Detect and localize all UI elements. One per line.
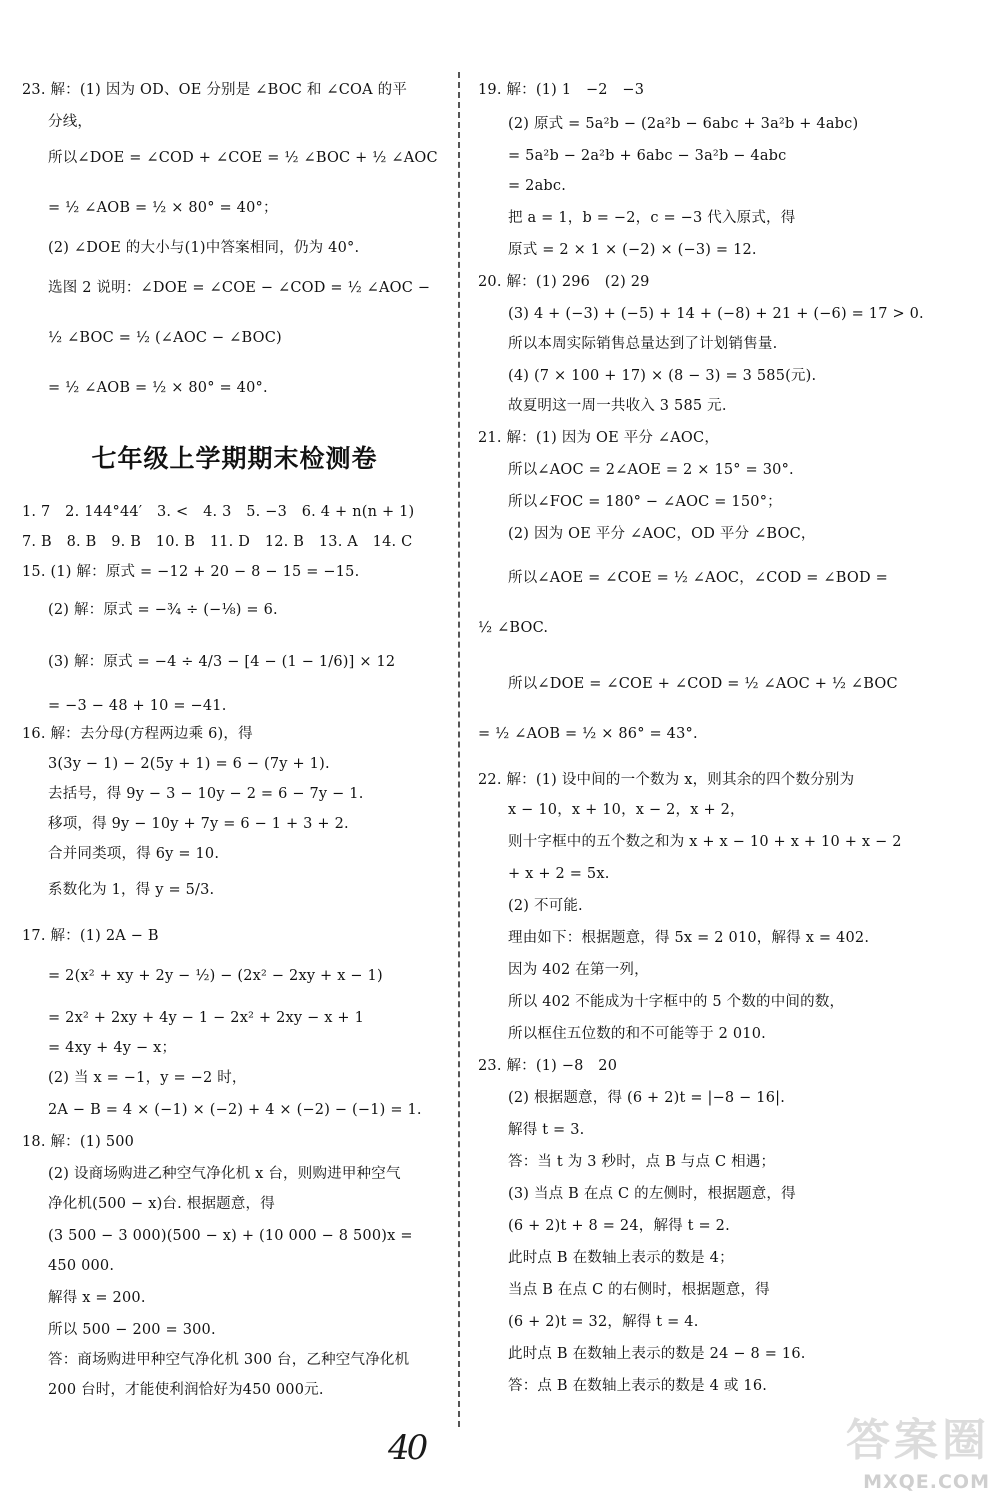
text-line: 移项，得 9y − 10y + 7y = 6 − 1 + 3 + 2. [48, 816, 349, 832]
text-line: 解得 x = 200. [48, 1290, 146, 1306]
text-line: 原式 = 2 × 1 × (−2) × (−3) = 12. [508, 242, 757, 258]
text-line: 选图 2 说明：∠DOE = ∠COE − ∠COD = ½ ∠AOC − [48, 280, 431, 296]
text-line: = 5a²b − 2a²b + 6abc − 3a²b − 4abc [508, 148, 787, 164]
text-line: = 2(x² + xy + 2y − ½) − (2x² − 2xy + x − 1) [48, 968, 383, 984]
text-line: (6 + 2)t = 32，解得 t = 4. [508, 1314, 699, 1330]
text-line: 解得 t = 3. [508, 1122, 585, 1138]
text-line: 去括号，得 9y − 3 − 10y − 2 = 6 − 7y − 1. [48, 786, 364, 802]
text-line: x − 10，x + 10，x − 2，x + 2， [508, 802, 745, 818]
text-line: (2) 原式 = 5a²b − (2a²b − 6abc + 3a²b + 4abc) [508, 116, 859, 132]
text-line: (4) (7 × 100 + 17) × (8 − 3) = 3 585(元). [508, 368, 817, 384]
text-line: 故夏明这一周一共收入 3 585 元. [508, 398, 727, 414]
text-line: 所以∠AOC = 2∠AOE = 2 × 15° = 30°. [508, 462, 794, 478]
text-line: (3) 解：原式 = −4 ÷ 4/3 − [4 − (1 − 1/6)] × 12 [48, 654, 396, 670]
text-line: + x + 2 = 5x. [508, 866, 610, 882]
text-line: 2A − B = 4 × (−1) × (−2) + 4 × (−2) − (−1) = 1. [48, 1102, 422, 1118]
text-line: (3) 4 + (−3) + (−5) + 14 + (−8) + 21 + (−6) = 17 > 0. [508, 306, 924, 322]
text-line: 16. 解：去分母(方程两边乘 6)，得 [22, 726, 253, 742]
text-line: 理由如下：根据题意，得 5x = 2 010，解得 x = 402. [508, 930, 870, 946]
text-line: 分线， [48, 114, 93, 130]
text-line: 所以 500 − 200 = 300. [48, 1322, 216, 1338]
section-title: 七年级上学期期末检测卷 [91, 444, 378, 473]
text-line: (3) 当点 B 在点 C 的左侧时，根据题意，得 [508, 1186, 796, 1202]
text-line: 当点 B 在点 C 的右侧时，根据题意，得 [508, 1282, 770, 1298]
text-line: 净化机(500 − x)台. 根据题意，得 [48, 1196, 275, 1212]
text-line: 19. 解：(1) 1 −2 −3 [478, 82, 645, 98]
text-line: (2) 因为 OE 平分 ∠AOC，OD 平分 ∠BOC， [508, 526, 816, 542]
text-line: = −3 − 48 + 10 = −41. [48, 698, 227, 714]
text-line: = 2abc. [508, 178, 567, 194]
text-line: 则十字框中的五个数之和为 x + x − 10 + x + 10 + x − 2 [508, 834, 902, 850]
text-line: 15. (1) 解：原式 = −12 + 20 − 8 − 15 = −15. [22, 564, 360, 580]
text-line: 23. 解：(1) 因为 OD、OE 分别是 ∠BOC 和 ∠COA 的平 [22, 82, 408, 98]
text-line: (6 + 2)t + 8 = 24，解得 t = 2. [508, 1218, 730, 1234]
text-line: = ½ ∠AOB = ½ × 80° = 40°. [48, 380, 268, 396]
text-line: 答：点 B 在数轴上表示的数是 4 或 16. [508, 1378, 768, 1394]
text-line: 3(3y − 1) − 2(5y + 1) = 6 − (7y + 1). [48, 756, 330, 772]
text-line: 因为 402 在第一列， [508, 962, 649, 978]
text-line: 18. 解：(1) 500 [22, 1134, 135, 1150]
text-line: = ½ ∠AOB = ½ × 80° = 40°； [48, 200, 278, 216]
text-line: (2) 设商场购进乙种空气净化机 x 台，则购进甲种空气 [48, 1166, 401, 1182]
text-line: 所以∠AOE = ∠COE = ½ ∠AOC，∠COD = ∠BOD = [508, 570, 888, 586]
text-line: = 2x² + 2xy + 4y − 1 − 2x² + 2xy − x + 1 [48, 1010, 364, 1026]
text-line: 答：商场购进甲种空气净化机 300 台，乙种空气净化机 [48, 1352, 410, 1368]
page-number: 40 [388, 1428, 426, 1468]
text-line: 22. 解：(1) 设中间的一个数为 x，则其余的四个数分别为 [478, 772, 855, 788]
text-line: (2) 不可能. [508, 898, 583, 914]
text-line: 系数化为 1，得 y = 5/3. [48, 882, 215, 898]
text-line: 所以∠DOE = ∠COE + ∠COD = ½ ∠AOC + ½ ∠BOC [508, 676, 898, 692]
text-line: 此时点 B 在数轴上表示的数是 4； [508, 1250, 734, 1266]
text-line: 1. 7 2. 144°44′ 3. < 4. 3 5. −3 6. 4 + n(n + 1) [22, 504, 415, 520]
text-line: 把 a = 1，b = −2，c = −3 代入原式，得 [508, 210, 796, 226]
text-line: ½ ∠BOC. [478, 620, 549, 636]
text-line: (2) 根据题意，得 (6 + 2)t = |−8 − 16|. [508, 1090, 786, 1106]
text-line: 所以 402 不能成为十字框中的 5 个数的中间的数， [508, 994, 845, 1010]
text-line: = 4xy + 4y − x； [48, 1040, 177, 1056]
text-line: 23. 解：(1) −8 20 [478, 1058, 618, 1074]
text-line: 200 台时，才能使利润恰好为450 000元. [48, 1382, 324, 1398]
column-divider [458, 72, 460, 1427]
text-line: 所以框住五位数的和不可能等于 2 010. [508, 1026, 766, 1042]
text-line: (2) 当 x = −1，y = −2 时， [48, 1070, 247, 1086]
text-line: = ½ ∠AOB = ½ × 86° = 43°. [478, 726, 698, 742]
text-line: (3 500 − 3 000)(500 − x) + (10 000 − 8 500)x = [48, 1228, 413, 1244]
watermark-url: MXQE.COM [863, 1471, 990, 1493]
text-line: (2) 解：原式 = −¾ ÷ (−⅛) = 6. [48, 602, 278, 618]
watermark-logo [822, 1410, 994, 1496]
text-line: 所以∠FOC = 180° − ∠AOC = 150°； [508, 494, 782, 510]
text-line: 17. 解：(1) 2A − B [22, 928, 159, 944]
text-line: 合并同类项，得 6y = 10. [48, 846, 220, 862]
text-line: 所以∠DOE = ∠COD + ∠COE = ½ ∠BOC + ½ ∠AOC [48, 150, 438, 166]
text-line: 答：当 t 为 3 秒时，点 B 与点 C 相遇； [508, 1154, 776, 1170]
text-line: 此时点 B 在数轴上表示的数是 24 − 8 = 16. [508, 1346, 806, 1362]
text-line: 21. 解：(1) 因为 OE 平分 ∠AOC， [478, 430, 720, 446]
text-line: 20. 解：(1) 296 (2) 29 [478, 274, 650, 290]
text-line: 7. B 8. B 9. B 10. B 11. D 12. B 13. A 14. C [22, 534, 413, 550]
text-line: ½ ∠BOC = ½ (∠AOC − ∠BOC) [48, 330, 282, 346]
watermark-text: 答案圈 [846, 1415, 990, 1466]
text-line: 450 000. [48, 1258, 115, 1274]
text-line: 所以本周实际销售总量达到了计划销售量. [508, 336, 778, 352]
text-line: (2) ∠DOE 的大小与(1)中答案相同，仍为 40°. [48, 240, 360, 256]
